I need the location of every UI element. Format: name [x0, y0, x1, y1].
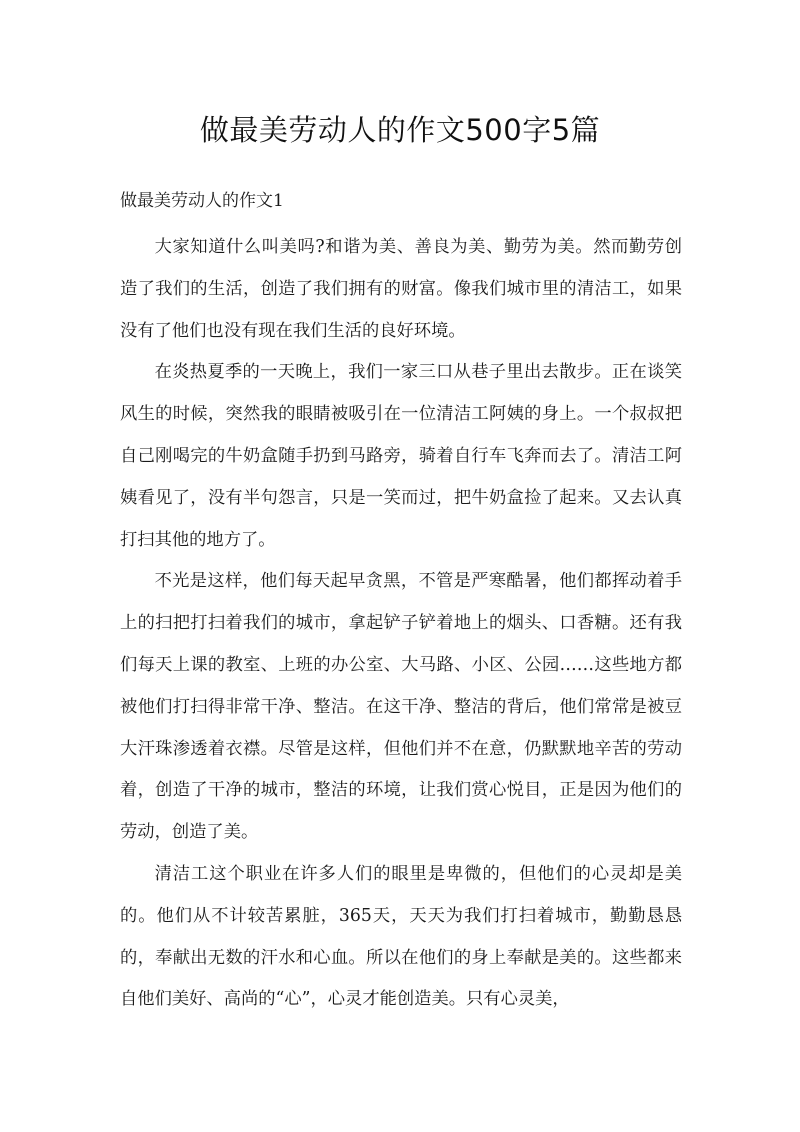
section-heading: 做最美劳动人的作文1	[120, 191, 284, 211]
paragraph: 清洁工这个职业在许多人们的眼里是卑微的，但他们的心灵却是美的。他们从不计较苦累脏，365天，天天为我们打扫着城市，勤勤恳恳的，奉献出无数的汗水和心血。所以在他们的身上奉献是美的。这些都来自他们美好、高尚的“心”，心灵才能创造美。只有心灵美，	[120, 863, 682, 1010]
paragraph: 不光是这样，他们每天起早贪黑，不管是严寒酷暑，他们都挥动着手上的扫把打扫着我们的城市，拿起铲子铲着地上的烟头、口香糖。还有我们每天上课的教室、上班的办公室、大马路、小区、公园……这些地方都被他们打扫得非常干净、整洁。在这干净、整洁的背后，他们常常是被豆大汗珠渗透着衣襟。尽管是这样，但他们并不在意，仍默默地辛苦的劳动着，创造了干净的城市，整洁的环境，让我们赏心悦目，正是因为他们的劳动，创造了美。	[120, 571, 682, 843]
document-title: 做最美劳动人的作文500字5篇	[199, 113, 601, 147]
paragraph: 大家知道什么叫美吗?和谐为美、善良为美、勤劳为美。然而勤劳创造了我们的生活，创造了我们拥有的财富。像我们城市里的清洁工，如果没有了他们也没有现在我们生活的良好环境。	[120, 237, 682, 341]
essay-body	[120, 227, 682, 1021]
paragraph: 在炎热夏季的一天晚上，我们一家三口从巷子里出去散步。正在谈笑风生的时候，突然我的眼睛被吸引在一位清洁工阿姨的身上。一个叔叔把自己刚喝完的牛奶盒随手扔到马路旁，骑着自行车飞奔而去了。清洁工阿姨看见了，没有半句怨言，只是一笑而过，把牛奶盒捡了起来。又去认真打扫其他的地方了。	[120, 362, 682, 550]
